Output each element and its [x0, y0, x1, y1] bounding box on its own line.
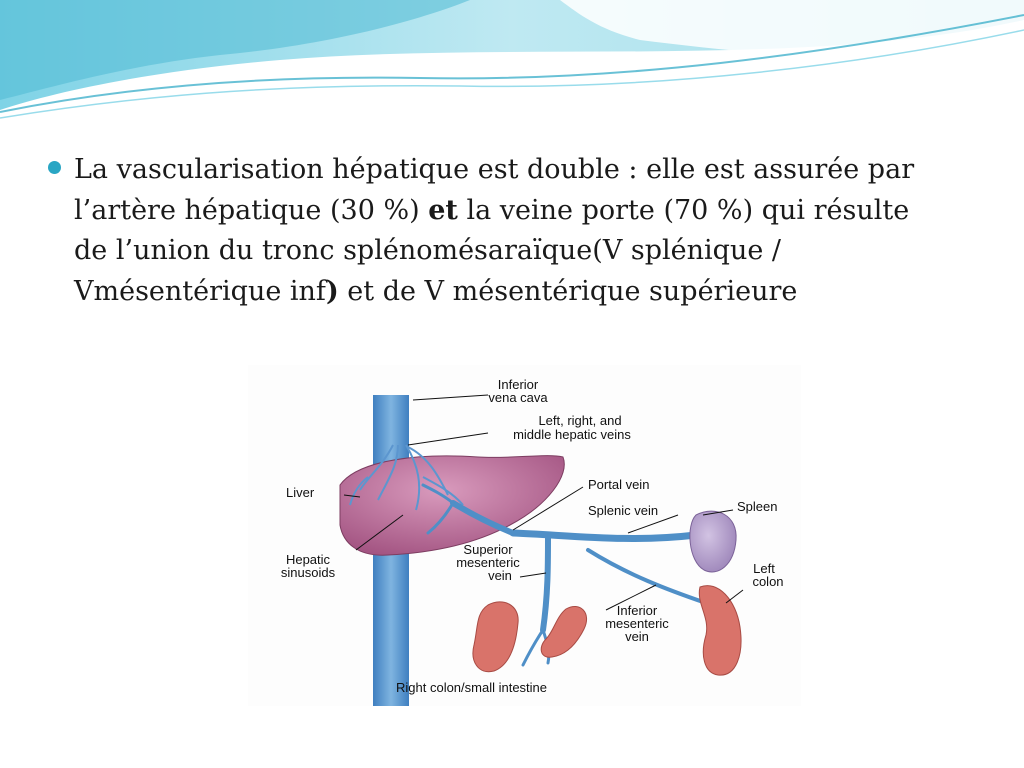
label-inferior-mesenteric-2: mesenteric [605, 616, 669, 631]
bullet-dot-icon [48, 161, 61, 174]
label-inferior-mesenteric-3: vein [625, 629, 649, 644]
label-spleen: Spleen [737, 499, 778, 514]
text-segment: et de V mésentérique supérieure [338, 275, 798, 307]
label-hepatic-sinusoids-2: sinusoids [280, 565, 336, 580]
label-portal-vein: Portal vein [588, 477, 650, 492]
label-inferior-vena-cava-2: vena cava [488, 390, 548, 405]
text-segment: Vmésentérique inf [74, 275, 326, 307]
text-line [74, 191, 968, 232]
bullet-text-block [48, 150, 968, 312]
right-colon-small-intestine-shape [473, 602, 518, 672]
text-line [74, 272, 968, 313]
label-superior-mesenteric-3: vein [488, 568, 512, 583]
label-hepatic-sinusoids-1: Hepatic [285, 552, 331, 567]
label-inferior-mesenteric-1: Inferior [616, 603, 658, 618]
text-line [74, 231, 968, 272]
label-superior-mesenteric-2: mesenteric [456, 555, 520, 570]
text-segment: de l’union du tronc splénomésaraïque(V splénique / [74, 235, 782, 266]
label-superior-mesenteric-1: Superior [463, 542, 513, 557]
text-segment: la veine porte (70 %) qui résulte [457, 194, 910, 226]
label-inferior-vena-cava-1: Inferior [497, 377, 539, 392]
text-bold-segment: ) [325, 275, 339, 307]
small-intestine-loop-shape [541, 606, 586, 657]
left-colon-shape [699, 586, 741, 676]
text-bold-segment: et [428, 194, 458, 226]
label-hepatic-veins-2: middle hepatic veins [513, 427, 631, 442]
label-left-colon-1: Left [753, 561, 775, 576]
text-line [74, 150, 968, 191]
label-left-colon-2: colon [752, 574, 784, 589]
label-splenic-vein: Splenic vein [588, 503, 659, 518]
bullet-paragraph [74, 150, 968, 312]
label-right-colon-small-intestine: Right colon/small intestine [396, 680, 548, 695]
header-wave-banner [0, 0, 1024, 120]
portal-vein-anatomy-figure [248, 365, 801, 706]
spleen-shape [690, 511, 736, 572]
label-hepatic-veins-1: Left, right, and [538, 413, 622, 428]
text-segment: La vascularisation hépatique est double : elle est assurée par [74, 154, 915, 185]
label-liver: Liver [286, 485, 315, 500]
text-segment: l’artère hépatique (30 %) [74, 194, 429, 226]
